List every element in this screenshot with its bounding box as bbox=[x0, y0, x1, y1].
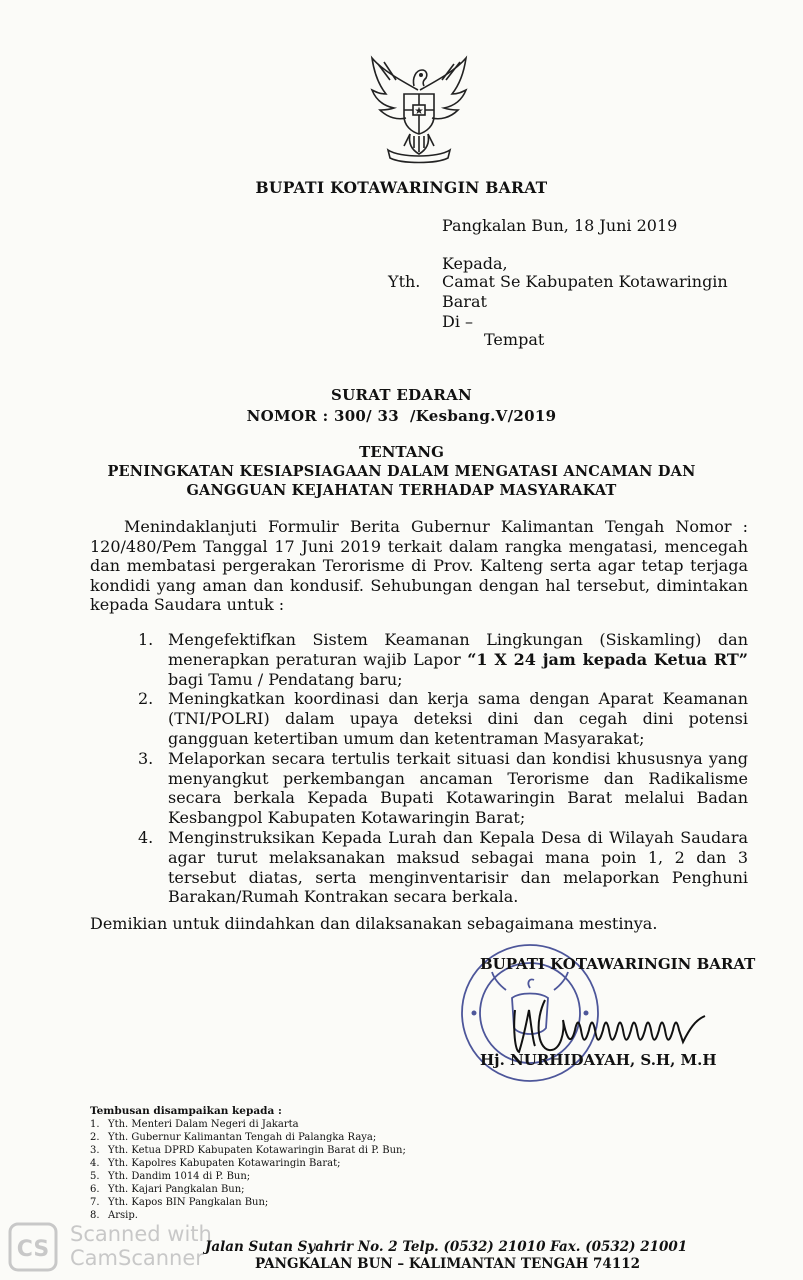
address-di: Di – bbox=[442, 312, 474, 331]
list-item bbox=[90, 1170, 406, 1183]
cc-number: 2. bbox=[90, 1132, 100, 1143]
list-item-number: 4. bbox=[138, 827, 154, 847]
camscanner-logo-text: CS bbox=[16, 1237, 50, 1262]
address-yth: Yth. bbox=[388, 272, 421, 291]
handwritten-signature-icon bbox=[505, 990, 725, 1060]
list-item-text: Melaporkan secara tertulis terkait situasi dan kondisi khususnya yang menyangkut perkembangan ancaman Terorisme dan Radikalisme secara berkala Kepada Bupati Kotawaringin Barat melalui Badan Kesbangpol Kabupaten Kotawaringin Barat; bbox=[168, 748, 748, 828]
address-recipient-line2: Barat bbox=[442, 292, 487, 311]
cc-text: Yth. Kajari Pangkalan Bun; bbox=[108, 1184, 245, 1195]
cc-number: 7. bbox=[90, 1197, 100, 1208]
document-type: SURAT EDARAN bbox=[330, 386, 473, 404]
watermark-line1: Scanned with bbox=[70, 1222, 212, 1246]
footer-address: Jalan Sutan Syahrir No. 2 Telp. (0532) 21010 Fax. (0532) 21001 bbox=[205, 1239, 688, 1255]
list-item bbox=[90, 1183, 406, 1196]
list-item bbox=[90, 1157, 406, 1170]
list-item-bold-text: “1 X 24 jam kepada Ketua RT” bbox=[467, 649, 749, 669]
cc-number: 4. bbox=[90, 1158, 100, 1169]
list-item bbox=[138, 749, 748, 828]
cc-text: Yth. Gubernur Kalimantan Tengah di Palangka Raya; bbox=[108, 1132, 377, 1143]
list-item bbox=[90, 1144, 406, 1157]
cc-number: 8. bbox=[90, 1210, 100, 1221]
list-item-text-after: bagi Tamu / Pendatang baru; bbox=[168, 669, 403, 689]
place-date: Pangkalan Bun, 18 Juni 2019 bbox=[442, 216, 678, 235]
issuer-heading: BUPATI KOTAWARINGIN BARAT bbox=[255, 178, 548, 197]
list-item bbox=[90, 1196, 406, 1209]
list-item bbox=[138, 630, 748, 689]
cc-text: Yth. Kapos BIN Pangkalan Bun; bbox=[108, 1197, 269, 1208]
list-item-number: 2. bbox=[138, 689, 154, 709]
signature-title: BUPATI KOTAWARINGIN BARAT bbox=[480, 955, 756, 973]
cc-text: Yth. Dandim 1014 di P. Bun; bbox=[108, 1171, 251, 1182]
footer-city: PANGKALAN BUN – KALIMANTAN TENGAH 74112 bbox=[255, 1256, 641, 1272]
list-item-text: Menginstruksikan Kepada Lurah dan Kepala Desa di Wilayah Saudara agar turut melaksanakan maksud sebagai mana poin 1, 2 dan 3 tersebut diatas, serta menginventarisir dan melaporkan Penghuni Barakan/Rumah Kontrakan secara berkala. bbox=[168, 827, 748, 907]
list-item-number: 3. bbox=[138, 748, 154, 768]
list-item-number: 1. bbox=[138, 630, 154, 649]
address-kepada: Kepada, bbox=[442, 254, 508, 273]
cc-number: 3. bbox=[90, 1145, 100, 1156]
address-tempat: Tempat bbox=[484, 330, 545, 349]
list-item bbox=[90, 1131, 406, 1144]
intro-paragraph bbox=[90, 517, 748, 615]
document-about: TENTANG bbox=[359, 443, 444, 461]
cc-text: Yth. Ketua DPRD Kabupaten Kotawaringin Barat di P. Bun; bbox=[108, 1145, 406, 1156]
document-subject-line1: PENINGKATAN KESIAPSIAGAAN DALAM MENGATASI ANCAMAN DAN bbox=[107, 463, 696, 480]
list-item-text: Meningkatkan koordinasi dan kerja sama dengan Aparat Keamanan (TNI/POLRI) dalam upaya deteksi dini dan cegah dini potensi gangguan ketertiban umum dan ketentraman Masyarakat; bbox=[168, 689, 748, 748]
instruction-list bbox=[138, 630, 748, 907]
cc-title: Tembusan disampaikan kepada : bbox=[90, 1105, 282, 1117]
cc-list bbox=[90, 1118, 406, 1222]
intro-text: Menindaklanjuti Formulir Berita Gubernur Kalimantan Tengah Nomor : 120/480/Pem Tanggal 17 Juni 2019 terkait dalam rangka mengatasi, mencegah dan membatasi pergerakan Terorisme di Prov. Kalteng serta agar tetap terjaga kondidi yang aman dan kondusif. Sehubungan dengan hal tersebut, dimintakan kepada Saudara untuk : bbox=[90, 517, 748, 614]
document-number: NOMOR : 300/ 33 /Kesbang.V/2019 bbox=[246, 407, 557, 425]
list-item-text: Mengefektifkan Sistem Keamanan Lingkungan (Siskamling) dan menerapkan peraturan wajib Lapor bbox=[168, 630, 748, 669]
cc-number: 6. bbox=[90, 1184, 100, 1195]
cc-text: Yth. Kapolres Kabupaten Kotawaringin Barat; bbox=[108, 1158, 341, 1169]
list-item bbox=[90, 1118, 406, 1131]
garuda-emblem-icon bbox=[360, 50, 478, 168]
watermark-line2: CamScanner bbox=[70, 1246, 204, 1270]
closing-sentence: Demikian untuk diindahkan dan dilaksanakan sebagaimana mestinya. bbox=[90, 914, 658, 933]
cc-number: 1. bbox=[90, 1119, 100, 1130]
document-subject-line2: GANGGUAN KEJAHATAN TERHADAP MASYARAKAT bbox=[186, 482, 617, 499]
cc-text: Yth. Menteri Dalam Negeri di Jakarta bbox=[108, 1119, 299, 1130]
list-item bbox=[90, 1209, 406, 1222]
list-item bbox=[138, 689, 748, 748]
list-item bbox=[138, 828, 748, 907]
address-recipient-line1: Camat Se Kabupaten Kotawaringin bbox=[442, 272, 728, 291]
signer-name: Hj. NURHIDAYAH, S.H, M.H bbox=[480, 1051, 717, 1069]
cc-number: 5. bbox=[90, 1171, 100, 1182]
camscanner-logo-icon bbox=[8, 1222, 58, 1272]
cc-text: Arsip. bbox=[108, 1210, 138, 1221]
